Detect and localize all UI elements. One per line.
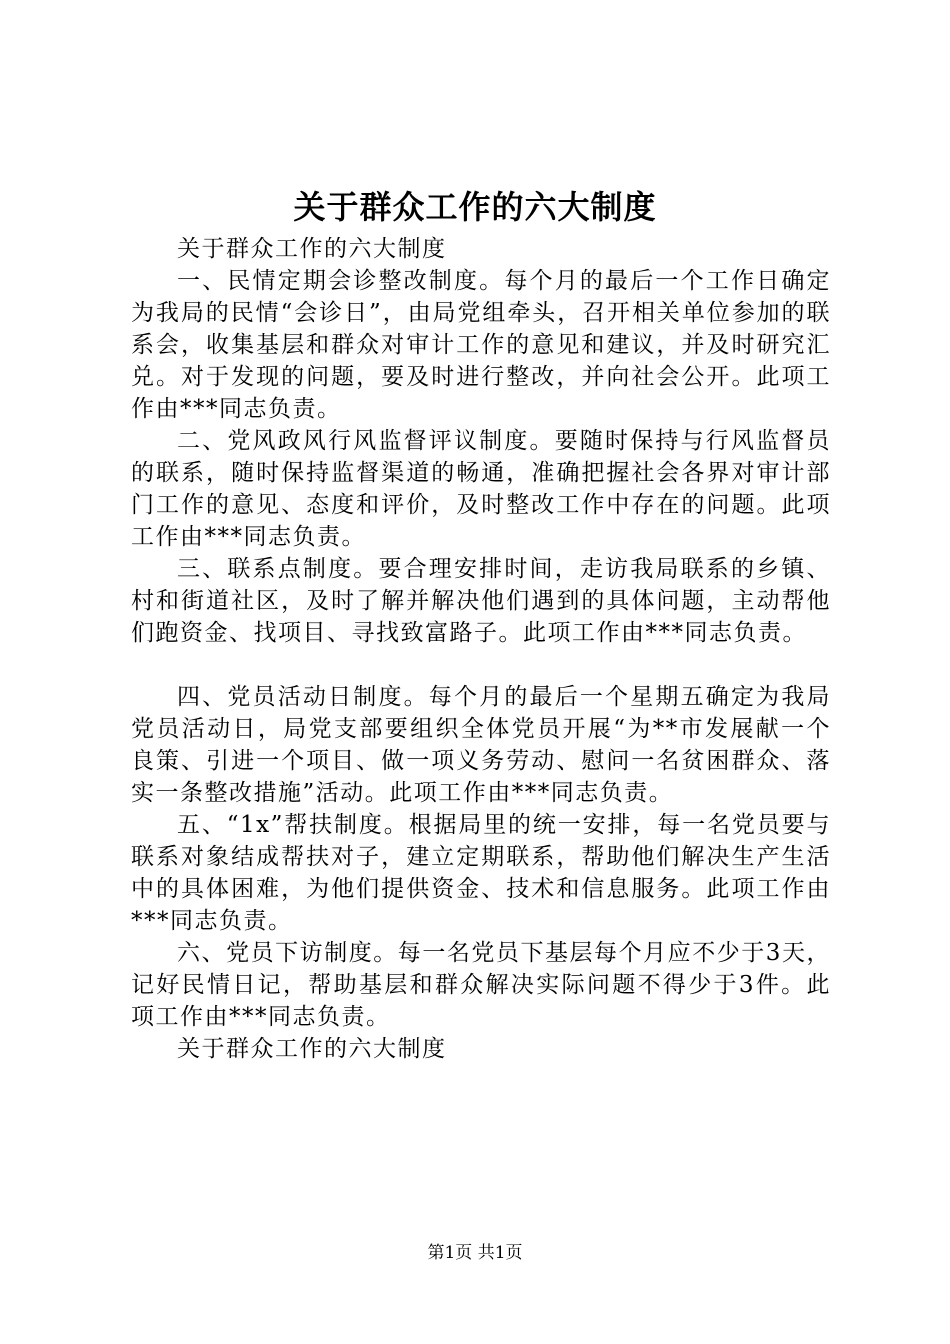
paragraph-item-6: 六、党员下访制度。每一名党员下基层每个月应不少于3天，记好民情日记，帮助基层和群众解决实际问题不得少于3件。此项工作由***同志负责。 <box>131 940 831 1030</box>
paragraph-item-4: 四、党员活动日制度。每个月的最后一个星期五确定为我局党员活动日，局党支部要组织全体党员开展“为**市发展献一个良策、引进一个项目、做一项义务劳动、慰问一名贫困群众、落实一条整改措施”活动。此项工作由***同志负责。 <box>131 684 831 806</box>
paragraph-gap <box>131 649 831 681</box>
paragraph-item-2: 二、党风政风行风监督评议制度。要随时保持与行风监督员的联系，随时保持监督渠道的畅通，准确把握社会各界对审计部门工作的意见、态度和评价，及时整改工作中存在的问题。此项工作由***同志负责。 <box>131 428 831 550</box>
document-title: 关于群众工作的六大制度 <box>293 188 657 226</box>
paragraph-item-5: 五、“1x”帮扶制度。根据局里的统一安排，每一名党员要与联系对象结成帮扶对子，建立定期联系，帮助他们解决生产生活中的具体困难，为他们提供资金、技术和信息服务。此项工作由***同志负责。 <box>131 812 831 934</box>
document-body <box>131 233 831 1065</box>
paragraph-heading-repeat: 关于群众工作的六大制度 <box>177 236 447 262</box>
page-footer: 第1页 共1页 <box>427 1243 523 1263</box>
paragraph-item-3: 三、联系点制度。要合理安排时间，走访我局联系的乡镇、村和街道社区，及时了解并解决他们遇到的具体问题，主动帮他们跑资金、找项目、寻找致富路子。此项工作由***同志负责。 <box>131 556 831 646</box>
paragraph-item-1: 一、民情定期会诊整改制度。每个月的最后一个工作日确定为我局的民情“会诊日”，由局党组牵头，召开相关单位参加的联系会，收集基层和群众对审计工作的意见和建议，并及时研究汇兑。对于发现的问题，要及时进行整改，并向社会公开。此项工作由***同志负责。 <box>131 268 831 422</box>
paragraph-closing: 关于群众工作的六大制度 <box>177 1036 447 1062</box>
